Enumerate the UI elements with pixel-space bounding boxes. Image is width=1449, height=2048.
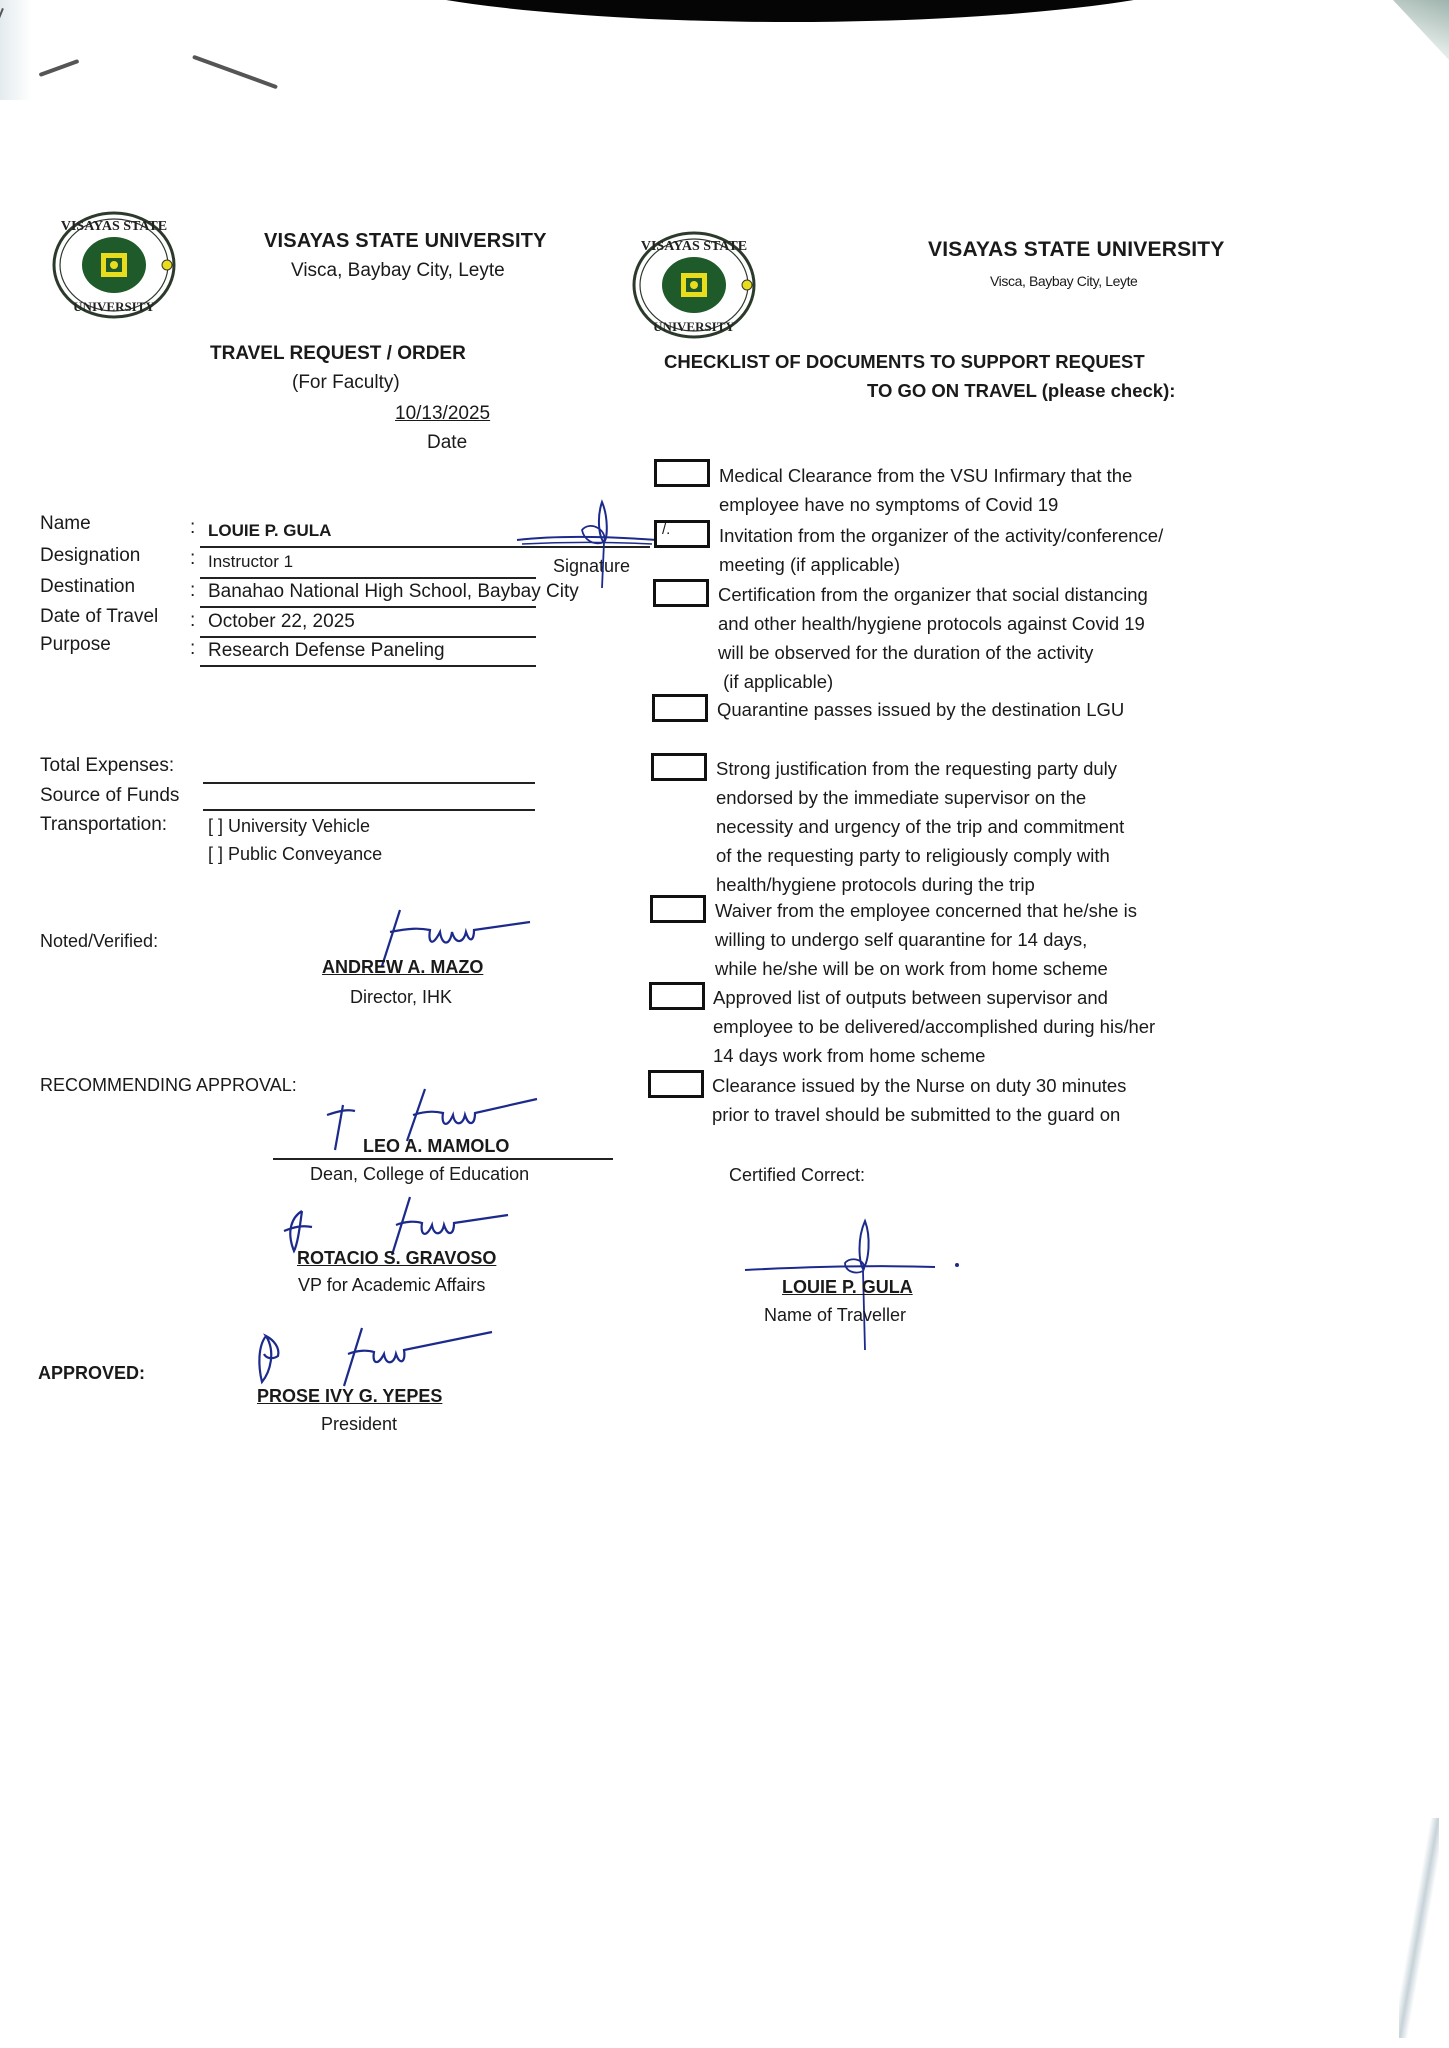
checklist-title-line1: CHECKLIST OF DOCUMENTS TO SUPPORT REQUEST xyxy=(664,351,1145,372)
noted-verified-label: Noted/Verified: xyxy=(40,931,159,951)
checklist-checkbox-nurse-clearance[interactable] xyxy=(648,1070,704,1098)
checklist-line: Approved list of outputs between supervisor and xyxy=(713,987,1108,1008)
checklist-line: prior to travel should be submitted to the guard on xyxy=(712,1104,1121,1125)
university-name-left: VISAYAS STATE UNIVERSITY xyxy=(264,230,547,252)
checklist-line: and other health/hygiene protocols against Covid 19 xyxy=(718,613,1145,634)
university-seal-right xyxy=(630,230,758,340)
field-value-designation: Instructor 1 xyxy=(208,552,294,571)
checklist-line: Invitation from the organizer of the activity/conference/ xyxy=(719,525,1164,546)
checklist-line: Waiver from the employee concerned that he/she is xyxy=(715,900,1137,921)
seal-text-bottom: UNIVERSITY xyxy=(73,299,155,314)
field-label-destination: Destination xyxy=(40,576,136,597)
checklist-line: employee to be delivered/accomplished during his/her xyxy=(713,1016,1156,1037)
request-date-label: Date xyxy=(427,432,468,453)
checklist-item-approved-outputs xyxy=(713,983,1155,1070)
checklist-line: of the requesting party to religiously comply with xyxy=(716,845,1110,866)
approved-title: President xyxy=(321,1414,398,1434)
field-label-date-of-travel: Date of Travel xyxy=(40,606,159,627)
total-expenses-label: Total Expenses: xyxy=(40,755,175,776)
university-address-left: Visca, Baybay City, Leyte xyxy=(291,260,505,281)
field-line xyxy=(200,636,536,638)
scan-corner-fold xyxy=(1379,0,1449,60)
field-label-name: Name xyxy=(40,513,91,534)
checklist-line: Clearance issued by the Nurse on duty 30 minutes xyxy=(712,1075,1127,1096)
field-label-designation: Designation xyxy=(40,545,141,566)
noted-name: ANDREW A. MAZO xyxy=(322,957,484,977)
checklist-line: health/hygiene protocols during the trip xyxy=(716,874,1035,895)
scan-mark xyxy=(192,55,278,90)
traveller-title: Name of Traveller xyxy=(764,1305,907,1325)
field-label-purpose: Purpose xyxy=(40,634,111,655)
field-colon: : xyxy=(190,610,196,631)
checklist-item-waiver xyxy=(715,896,1137,983)
transport-option-public-conveyance[interactable]: [ ] Public Conveyance xyxy=(208,844,383,864)
approved-signature xyxy=(252,1322,502,1392)
checklist-line: Certification from the organizer that social distancing xyxy=(718,584,1148,605)
checklist-item-nurse-clearance xyxy=(712,1071,1126,1129)
checkbox-mark: /. xyxy=(662,521,671,538)
checklist-item-justification xyxy=(716,754,1124,899)
university-address-right: Visca, Baybay City, Leyte xyxy=(990,273,1138,289)
checklist-line: Medical Clearance from the VSU Infirmary that the xyxy=(719,465,1133,486)
checklist-line: (if applicable) xyxy=(718,671,834,692)
field-colon: : xyxy=(190,638,196,659)
recommending-title-2: VP for Academic Affairs xyxy=(298,1275,486,1295)
checklist-title-line2: TO GO ON TRAVEL (please check): xyxy=(867,380,1176,401)
field-colon: : xyxy=(190,580,196,601)
checklist-checkbox-approved-outputs[interactable] xyxy=(649,982,705,1010)
recommending-name-1: LEO A. MAMOLO xyxy=(363,1136,510,1156)
field-value-name: LOUIE P. GULA xyxy=(208,521,332,540)
checklist-checkbox-invitation[interactable] xyxy=(654,520,710,548)
checklist-checkbox-certification[interactable] xyxy=(653,579,709,607)
checklist-checkbox-quarantine-passes[interactable] xyxy=(652,694,708,722)
recommending-title-1: Dean, College of Education xyxy=(310,1164,530,1184)
checklist-line: necessity and urgency of the trip and commitment xyxy=(716,816,1125,837)
signature-label: Signature xyxy=(553,556,631,576)
checklist-item-certification xyxy=(718,580,1148,696)
checklist-item-invitation xyxy=(719,521,1163,579)
checklist-checkbox-justification[interactable] xyxy=(651,753,707,781)
checklist-line: 14 days work from home scheme xyxy=(713,1045,986,1066)
form-subtitle: (For Faculty) xyxy=(292,372,400,393)
transport-option-university-vehicle[interactable]: [ ] University Vehicle xyxy=(208,816,371,836)
field-colon: : xyxy=(190,548,196,569)
checklist-line: endorsed by the immediate supervisor on the xyxy=(716,787,1087,808)
transportation-label: Transportation: xyxy=(40,814,168,835)
field-value-date-of-travel: October 22, 2025 xyxy=(208,611,355,632)
checklist-line: willing to undergo self quarantine for 14 days, xyxy=(715,929,1088,950)
certified-correct-label: Certified Correct: xyxy=(729,1165,866,1185)
seal-text-top: VISAYAS STATE xyxy=(640,239,748,254)
signature-line xyxy=(273,1158,613,1160)
university-name-right: VISAYAS STATE UNIVERSITY xyxy=(928,238,1225,261)
checklist-line: Strong justification from the requesting party duly xyxy=(716,758,1118,779)
field-line xyxy=(200,665,536,667)
form-title: TRAVEL REQUEST / ORDER xyxy=(210,343,466,364)
checklist-line: employee have no symptoms of Covid 19 xyxy=(719,494,1059,515)
total-expenses-line xyxy=(203,782,535,784)
approved-name: PROSE IVY G. YEPES xyxy=(257,1386,443,1406)
recommending-approval-label: RECOMMENDING APPROVAL: xyxy=(40,1075,297,1095)
scan-edge-bottom-right xyxy=(1399,1818,1439,2038)
field-value-destination: Banahao National High School, Baybay City xyxy=(208,581,579,602)
traveller-name: LOUIE P. GULA xyxy=(782,1277,913,1297)
source-of-funds-label: Source of Funds xyxy=(40,785,180,806)
scan-shadow-top xyxy=(340,0,1240,22)
field-value-purpose: Research Defense Paneling xyxy=(208,640,445,661)
field-line xyxy=(200,546,650,548)
request-date-value: 10/13/2025 xyxy=(395,403,491,424)
university-seal-left xyxy=(50,210,178,320)
checklist-line: Quarantine passes issued by the destination LGU xyxy=(717,699,1125,720)
checklist-line: will be observed for the duration of the activity xyxy=(718,642,1094,663)
approved-label: APPROVED: xyxy=(38,1363,146,1383)
checklist-checkbox-medical-clearance[interactable] xyxy=(654,459,710,487)
field-line xyxy=(200,606,536,608)
noted-title: Director, IHK xyxy=(350,987,453,1007)
scan-mark xyxy=(39,59,80,77)
recommending-name-2: ROTACIO S. GRAVOSO xyxy=(297,1248,497,1268)
field-line xyxy=(200,577,536,579)
checklist-item-quarantine-passes xyxy=(717,695,1124,724)
checklist-line: while he/she will be on work from home scheme xyxy=(715,958,1108,979)
checklist-item-medical-clearance xyxy=(719,461,1132,519)
field-colon: : xyxy=(190,517,196,538)
scan-edge-left xyxy=(0,0,32,100)
checklist-line: meeting (if applicable) xyxy=(719,554,900,575)
checklist-checkbox-waiver[interactable] xyxy=(650,895,706,923)
seal-text-top: VISAYAS STATE xyxy=(60,219,168,234)
seal-text-bottom: UNIVERSITY xyxy=(653,319,735,334)
source-of-funds-line xyxy=(203,809,535,811)
